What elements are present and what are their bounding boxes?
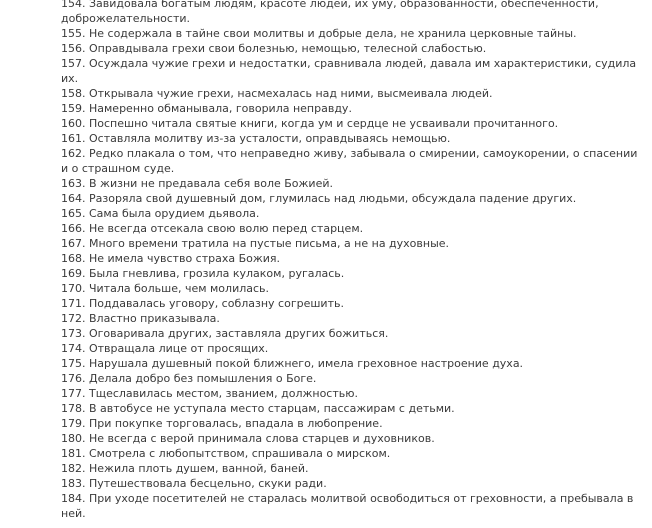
list-item: 155. Не содержала в тайне свои молитвы и добрые дела, не хранила церковные тайны. [61, 27, 577, 40]
list-item: 154. Завидовала богатым людям, красоте людей, их уму, образованности, обеспеченности, доброжелательности. [61, 0, 599, 25]
list-item: 158. Открывала чужие грехи, насмехалась над ними, высмеивала людей. [61, 87, 493, 100]
list-item: 175. Нарушала душевный покой ближнего, имела греховное настроение духа. [61, 357, 524, 370]
list-item: 166. Не всегда отсекала свою волю перед старцем. [61, 222, 364, 235]
list-item: 165. Сама была орудием дьявола. [61, 207, 260, 220]
list-item: 163. В жизни не предавала себя воле Божией. [61, 177, 333, 190]
list-item: 183. Путешествовала бесцельно, скуки ради. [61, 477, 327, 490]
list-item: 160. Поспешно читала святые книги, когда ум и сердце не усваивали прочитанного. [61, 117, 559, 130]
list-item: 180. Не всегда с верой принимала слова старцев и духовников. [61, 432, 435, 445]
list-item: 161. Оставляла молитву из-за усталости, оправдываясь немощью. [61, 132, 451, 145]
list-item: 181. Смотрела с любопытством, спрашивала о мирском. [61, 447, 391, 460]
list-item: 179. При покупке торговалась, впадала в любопрение. [61, 417, 383, 430]
list-item: 168. Не имела чувство страха Божия. [61, 252, 281, 265]
list-item: 156. Оправдывала грехи свои болезнью, немощью, телесной слабостью. [61, 42, 487, 55]
list-item: 174. Отвращала лице от просящих. [61, 342, 269, 355]
list-item: 182. Нежила плоть душем, ванной, баней. [61, 462, 309, 475]
list-item: 159. Намеренно обманывала, говорила неправду. [61, 102, 352, 115]
list-item: 178. В автобусе не уступала место старцам, пассажирам с детьми. [61, 402, 455, 415]
list-item: 164. Разоряла свой душевный дом, глумилась над людьми, обсуждала падение других. [61, 192, 577, 205]
list-item: 177. Тщеславилась местом, званием, должностью. [61, 387, 358, 400]
list-item: 162. Редко плакала о том, что неправедно живу, забывала о смирении, самоукорении, о спасении и о страшном суде. [61, 147, 638, 175]
list-item: 170. Читала больше, чем молилась. [61, 282, 270, 295]
list-item: 167. Много времени тратила на пустые письма, а не на духовные. [61, 237, 450, 250]
confession-list [61, 0, 639, 521]
list-item: 173. Оговаривала других, заставляла других божиться. [61, 327, 389, 340]
list-item: 157. Осуждала чужие грехи и недостатки, сравнивала людей, давала им характеристики, судила их. [61, 57, 637, 85]
list-item: 171. Поддавалась уговору, соблазну согрешить. [61, 297, 344, 310]
list-item: 169. Была гневлива, грозила кулаком, ругалась. [61, 267, 345, 280]
list-item: 184. При уходе посетителей не старалась молитвой освободиться от греховности, а пребывала в ней. [61, 492, 634, 520]
list-item: 172. Властно приказывала. [61, 312, 220, 325]
list-item: 176. Делала добро без помышления о Боге. [61, 372, 317, 385]
